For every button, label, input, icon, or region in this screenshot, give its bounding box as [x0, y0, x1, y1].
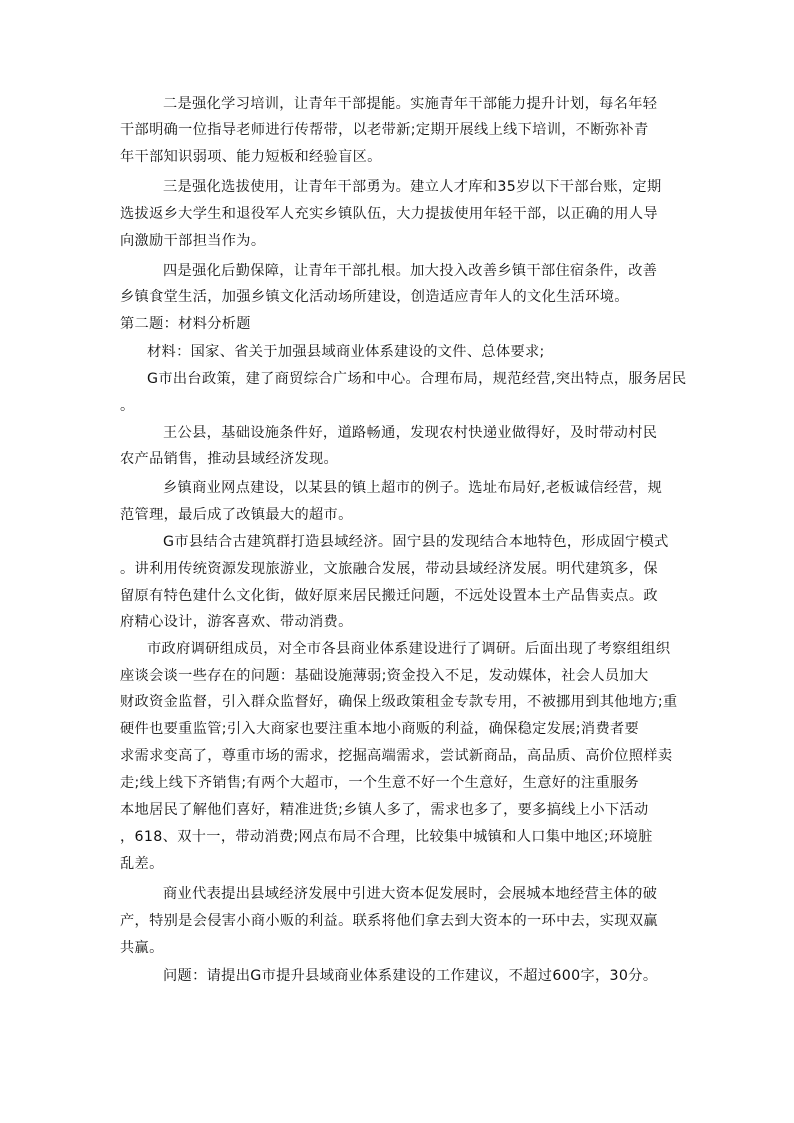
text-line: 留原有特色建什么文化街，做好原来居民搬迁问题，不远处设置本土产品售卖点。政 — [120, 588, 658, 604]
text-line: 王公县，基础设施条件好，道路畅通，发现农村快递业做得好，及时带动村民 — [163, 425, 658, 441]
text-line: 向激励干部担当作为。 — [120, 233, 266, 249]
text-line: 产，特别是会侵害小商小贩的利益。联系将他们拿去到大资本的一环中去，实现双赢 — [120, 913, 658, 929]
section-heading: 第二题：材料分析题 — [120, 316, 251, 332]
text-line: 农产品销售，推动县域经济发现。 — [120, 451, 339, 467]
text-line: 硬件也要重监管;引入大商家也要注重本地小商贩的利益，确保稳定发展;消费者要 — [120, 721, 640, 737]
text-line: 选拔返乡大学生和退役军人充实乡镇队伍，大力提拔使用年轻干部，以正确的用人导 — [120, 206, 658, 222]
text-line: 商业代表提出县域经济发展中引进大资本促发展时，会展城本地经营主体的破 — [163, 886, 658, 902]
text-line: G市县结合古建筑群打造县域经济。固宁县的发现结合本地特色，形成固宁模式 — [163, 534, 669, 550]
question-line: 问题：请提出G市提升县域商业体系建设的工作建议，不超过600字，30分。 — [163, 968, 658, 984]
text-line: 乡镇商业网点建设，以某县的镇上超市的例子。选址布局好,老板诚信经营，规 — [163, 480, 663, 496]
text-line: 本地居民了解他们喜好，精准进货;乡镇人多了，需求也多了，要多搞线上小下活动 — [120, 802, 649, 818]
text-line: 范管理，最后成了改镇最大的超市。 — [120, 507, 353, 523]
text-line: 求需求变高了，尊重市场的需求，挖掘高端需求，尝试新商品，高品质、高价位照样卖 — [120, 748, 673, 764]
text-line: 座谈会谈一些存在的问题：基础设施薄弱;资金投入不足，发动媒体，社会人员加大 — [120, 668, 649, 684]
text-line: 材料：国家、省关于加强县域商业体系建设的文件、总体要求; — [147, 344, 545, 360]
text-line: 。 — [120, 398, 135, 414]
text-line: 财政资金监督，引入群众监督好，确保上级政策租金专款专用，不被挪用到其他地方;重 — [120, 694, 678, 710]
text-line: 乱差。 — [120, 856, 164, 872]
text-line: 三是强化选拔使用，让青年干部勇为。建立人才库和35岁以下干部台账，定期 — [163, 179, 662, 195]
text-line: 走;线上线下齐销售;有两个大超市，一个生意不好一个生意好，生意好的注重服务 — [120, 775, 640, 791]
text-line: 。讲利用传统资源发现旅游业，文旅融合发展，带动县域经济发展。明代建筑多，保 — [120, 561, 658, 577]
text-line: G市出台政策，建了商贸综合广场和中心。合理布局，规范经营,突出特点，服务居民 — [147, 371, 687, 387]
text-line: 年干部知识弱项、能力短板和经验盲区。 — [120, 149, 382, 165]
text-line: 干部明确一位指导老师进行传帮带，以老带新;定期开展线上线下培训，不断弥补青 — [120, 122, 649, 138]
text-line: 四是强化后勤保障，让青年干部扎根。加大投入改善乡镇干部住宿条件，改善 — [163, 263, 658, 279]
text-line: 府精心设计，游客喜欢、带动消费。 — [120, 614, 353, 630]
text-line: ，618、双十一，带动消费;网点布局不合理，比较集中城镇和人口集中地区;环境脏 — [120, 829, 653, 845]
text-line: 二是强化学习培训，让青年干部提能。实施青年干部能力提升计划，每名年轻 — [163, 96, 658, 112]
text-line: 共赢。 — [120, 940, 164, 956]
text-line: 乡镇食堂生活，加强乡镇文化活动场所建设，创造适应青年人的文化生活环境。 — [120, 289, 629, 305]
text-line: 市政府调研组成员，对全市各县商业体系建设进行了调研。后面出现了考察组组织 — [147, 641, 671, 657]
